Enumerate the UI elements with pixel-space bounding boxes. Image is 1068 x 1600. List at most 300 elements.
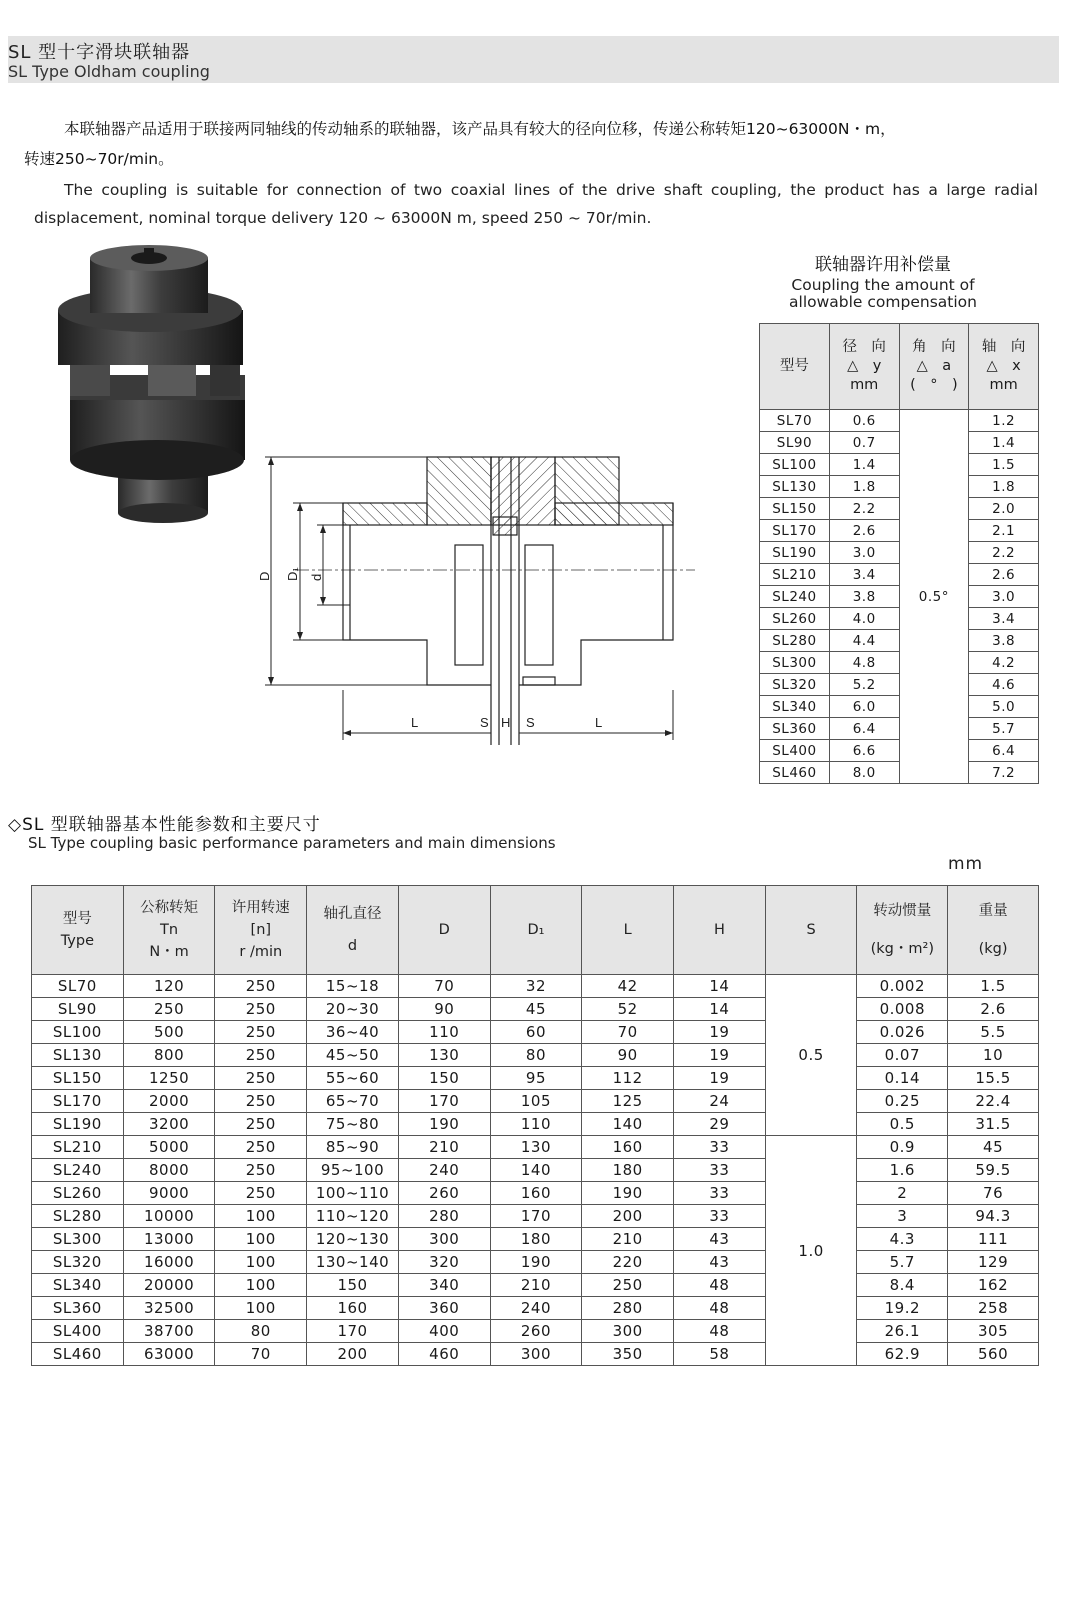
cell-speed: 250 xyxy=(215,975,307,998)
cell-l: 90 xyxy=(582,1044,674,1067)
cell-d1: 95 xyxy=(490,1067,582,1090)
dim-label-L-right: L xyxy=(595,715,603,730)
cell-model: SL320 xyxy=(760,674,830,696)
cell-weight: 76 xyxy=(948,1182,1039,1205)
cell-bore: 15~18 xyxy=(307,975,399,998)
table-row xyxy=(760,498,1039,520)
cell-d1: 130 xyxy=(490,1136,582,1159)
table-row xyxy=(32,1067,1039,1090)
cell-inertia: 26.1 xyxy=(857,1320,948,1343)
cell-d1: 160 xyxy=(490,1182,582,1205)
cell-speed: 250 xyxy=(215,998,307,1021)
parameters-table-body xyxy=(32,975,1039,1366)
cell-inertia: 5.7 xyxy=(857,1251,948,1274)
cell-inertia: 0.25 xyxy=(857,1090,948,1113)
table-row xyxy=(32,1251,1039,1274)
cell-model: SL100 xyxy=(32,1021,124,1044)
cell-d: 150 xyxy=(398,1067,490,1090)
cell-l: 200 xyxy=(582,1205,674,1228)
table-row xyxy=(760,630,1039,652)
cell-angular: 0.5° xyxy=(899,410,969,784)
cell-h: 33 xyxy=(674,1182,766,1205)
cell-bore: 120~130 xyxy=(307,1228,399,1251)
section-title-en: SL Type coupling basic performance parameters and main dimensions xyxy=(28,834,556,852)
cell-h: 24 xyxy=(674,1090,766,1113)
cell-bore: 170 xyxy=(307,1320,399,1343)
cross-section-drawing xyxy=(255,445,715,745)
cell-l: 220 xyxy=(582,1251,674,1274)
cell-bore: 36~40 xyxy=(307,1021,399,1044)
dim-label-L-left: L xyxy=(411,715,419,730)
table-row xyxy=(32,1320,1039,1343)
table-row xyxy=(760,674,1039,696)
page-subtitle: SL Type Oldham coupling xyxy=(8,62,210,81)
table-row xyxy=(760,542,1039,564)
cell-d1: 180 xyxy=(490,1228,582,1251)
cell-d1: 105 xyxy=(490,1090,582,1113)
compensation-table-body xyxy=(760,410,1039,784)
table-row xyxy=(32,975,1039,998)
cell-d1: 170 xyxy=(490,1205,582,1228)
col-header-inertia: 转动惯量 (kg・m²) xyxy=(857,886,948,975)
cell-inertia: 3 xyxy=(857,1205,948,1228)
cell-axial: 4.6 xyxy=(969,674,1039,696)
cell-model: SL170 xyxy=(760,520,830,542)
table-row xyxy=(32,1044,1039,1067)
cell-model: SL260 xyxy=(32,1182,124,1205)
cell-axial: 6.4 xyxy=(969,740,1039,762)
cell-bore: 75~80 xyxy=(307,1113,399,1136)
cell-radial: 4.8 xyxy=(829,652,899,674)
table-row xyxy=(760,454,1039,476)
cell-d: 170 xyxy=(398,1090,490,1113)
cell-torque: 2000 xyxy=(123,1090,215,1113)
cell-inertia: 8.4 xyxy=(857,1274,948,1297)
cell-axial: 1.5 xyxy=(969,454,1039,476)
cell-bore: 130~140 xyxy=(307,1251,399,1274)
cell-model: SL90 xyxy=(32,998,124,1021)
cell-torque: 9000 xyxy=(123,1182,215,1205)
cell-model: SL300 xyxy=(760,652,830,674)
cell-l: 140 xyxy=(582,1113,674,1136)
cell-inertia: 62.9 xyxy=(857,1343,948,1366)
cell-axial: 2.1 xyxy=(969,520,1039,542)
cell-bore: 20~30 xyxy=(307,998,399,1021)
table-row xyxy=(32,1343,1039,1366)
cell-axial: 4.2 xyxy=(969,652,1039,674)
cell-torque: 250 xyxy=(123,998,215,1021)
table-row xyxy=(760,432,1039,454)
cell-inertia: 0.9 xyxy=(857,1136,948,1159)
cell-model: SL210 xyxy=(760,564,830,586)
cell-d1: 300 xyxy=(490,1343,582,1366)
cell-bore: 65~70 xyxy=(307,1090,399,1113)
cell-speed: 100 xyxy=(215,1297,307,1320)
cell-d: 260 xyxy=(398,1182,490,1205)
cell-l: 190 xyxy=(582,1182,674,1205)
cell-speed: 100 xyxy=(215,1205,307,1228)
cell-model: SL210 xyxy=(32,1136,124,1159)
cell-axial: 1.2 xyxy=(969,410,1039,432)
parameters-table xyxy=(31,885,1039,1366)
cell-model: SL460 xyxy=(760,762,830,784)
cell-h: 58 xyxy=(674,1343,766,1366)
cell-axial: 2.6 xyxy=(969,564,1039,586)
cell-model: SL400 xyxy=(760,740,830,762)
cell-l: 42 xyxy=(582,975,674,998)
table-row xyxy=(760,564,1039,586)
cell-inertia: 19.2 xyxy=(857,1297,948,1320)
unit-label: mm xyxy=(948,854,984,874)
cell-bore: 150 xyxy=(307,1274,399,1297)
cell-torque: 38700 xyxy=(123,1320,215,1343)
cell-axial: 3.4 xyxy=(969,608,1039,630)
cell-d: 460 xyxy=(398,1343,490,1366)
page-title: SL 型十字滑块联轴器 xyxy=(8,42,191,63)
col-header-weight: 重量 (kg) xyxy=(948,886,1039,975)
cell-torque: 800 xyxy=(123,1044,215,1067)
cell-model: SL320 xyxy=(32,1251,124,1274)
cell-d: 340 xyxy=(398,1274,490,1297)
cell-speed: 250 xyxy=(215,1021,307,1044)
dim-label-S-right: S xyxy=(526,715,535,730)
cell-radial: 3.8 xyxy=(829,586,899,608)
cell-h: 33 xyxy=(674,1205,766,1228)
cell-radial: 6.0 xyxy=(829,696,899,718)
cell-d: 360 xyxy=(398,1297,490,1320)
table-row xyxy=(32,1090,1039,1113)
cell-torque: 16000 xyxy=(123,1251,215,1274)
cell-radial: 1.4 xyxy=(829,454,899,476)
cell-axial: 3.0 xyxy=(969,586,1039,608)
cell-inertia: 0.008 xyxy=(857,998,948,1021)
cell-speed: 100 xyxy=(215,1251,307,1274)
table-row xyxy=(32,1274,1039,1297)
cell-d1: 80 xyxy=(490,1044,582,1067)
cell-model: SL300 xyxy=(32,1228,124,1251)
cell-axial: 5.0 xyxy=(969,696,1039,718)
cell-d1: 210 xyxy=(490,1274,582,1297)
col-header-axial: 轴 向 △ x mm xyxy=(969,324,1039,410)
cell-d: 300 xyxy=(398,1228,490,1251)
cell-bore: 55~60 xyxy=(307,1067,399,1090)
cell-l: 300 xyxy=(582,1320,674,1343)
cell-torque: 10000 xyxy=(123,1205,215,1228)
cell-weight: 31.5 xyxy=(948,1113,1039,1136)
intro-cn xyxy=(24,114,1054,174)
table-row xyxy=(760,696,1039,718)
table-row xyxy=(32,1136,1039,1159)
cell-h: 19 xyxy=(674,1021,766,1044)
cell-torque: 63000 xyxy=(123,1343,215,1366)
cell-h: 48 xyxy=(674,1320,766,1343)
cell-radial: 5.2 xyxy=(829,674,899,696)
cell-weight: 22.4 xyxy=(948,1090,1039,1113)
cell-inertia: 0.026 xyxy=(857,1021,948,1044)
cell-torque: 3200 xyxy=(123,1113,215,1136)
cell-d1: 32 xyxy=(490,975,582,998)
cell-weight: 94.3 xyxy=(948,1205,1039,1228)
cell-l: 112 xyxy=(582,1067,674,1090)
cell-l: 180 xyxy=(582,1159,674,1182)
cell-axial: 1.8 xyxy=(969,476,1039,498)
cell-bore: 85~90 xyxy=(307,1136,399,1159)
cell-torque: 120 xyxy=(123,975,215,998)
col-header-D1: D₁ xyxy=(490,886,582,975)
cell-weight: 15.5 xyxy=(948,1067,1039,1090)
cell-model: SL90 xyxy=(760,432,830,454)
cell-h: 14 xyxy=(674,998,766,1021)
col-header-torque: 公称转矩 Tn N・m xyxy=(123,886,215,975)
cell-d: 70 xyxy=(398,975,490,998)
cell-h: 43 xyxy=(674,1228,766,1251)
col-header-bore: 轴孔直径 d xyxy=(307,886,399,975)
cell-l: 280 xyxy=(582,1297,674,1320)
cell-s: 1.0 xyxy=(765,1136,857,1366)
cell-model: SL360 xyxy=(760,718,830,740)
compensation-title-en xyxy=(750,277,1016,311)
cell-speed: 80 xyxy=(215,1320,307,1343)
cell-model: SL340 xyxy=(32,1274,124,1297)
cell-model: SL130 xyxy=(32,1044,124,1067)
col-header-S: S xyxy=(765,886,857,975)
cell-d: 110 xyxy=(398,1021,490,1044)
table-row xyxy=(760,520,1039,542)
cell-model: SL70 xyxy=(760,410,830,432)
cell-h: 14 xyxy=(674,975,766,998)
cell-speed: 250 xyxy=(215,1044,307,1067)
cell-model: SL170 xyxy=(32,1090,124,1113)
cell-l: 125 xyxy=(582,1090,674,1113)
cell-speed: 250 xyxy=(215,1090,307,1113)
cell-inertia: 0.07 xyxy=(857,1044,948,1067)
cell-torque: 500 xyxy=(123,1021,215,1044)
col-header-speed: 许用转速 [n] r /min xyxy=(215,886,307,975)
cell-axial: 7.2 xyxy=(969,762,1039,784)
table-row xyxy=(32,1182,1039,1205)
cell-weight: 111 xyxy=(948,1228,1039,1251)
cell-h: 19 xyxy=(674,1044,766,1067)
cell-model: SL190 xyxy=(32,1113,124,1136)
compensation-table xyxy=(759,323,1039,784)
cell-torque: 32500 xyxy=(123,1297,215,1320)
cell-inertia: 0.5 xyxy=(857,1113,948,1136)
cell-h: 33 xyxy=(674,1136,766,1159)
cell-radial: 1.8 xyxy=(829,476,899,498)
cell-d: 320 xyxy=(398,1251,490,1274)
cell-h: 48 xyxy=(674,1297,766,1320)
cell-model: SL280 xyxy=(760,630,830,652)
cell-h: 29 xyxy=(674,1113,766,1136)
table-row xyxy=(32,1228,1039,1251)
cell-speed: 250 xyxy=(215,1159,307,1182)
cell-s: 0.5 xyxy=(765,975,857,1136)
cell-radial: 2.2 xyxy=(829,498,899,520)
cell-model: SL130 xyxy=(760,476,830,498)
cell-radial: 8.0 xyxy=(829,762,899,784)
cell-d1: 60 xyxy=(490,1021,582,1044)
cell-radial: 0.6 xyxy=(829,410,899,432)
cell-inertia: 2 xyxy=(857,1182,948,1205)
cell-l: 160 xyxy=(582,1136,674,1159)
table-row xyxy=(760,762,1039,784)
table-row xyxy=(760,476,1039,498)
cell-weight: 5.5 xyxy=(948,1021,1039,1044)
cell-weight: 560 xyxy=(948,1343,1039,1366)
cell-d: 240 xyxy=(398,1159,490,1182)
table-row xyxy=(32,1159,1039,1182)
cell-inertia: 4.3 xyxy=(857,1228,948,1251)
intro-cn-line1: 本联轴器产品适用于联接两同轴线的传动轴系的联轴器，该产品具有较大的径向位移，传递公称转矩120~63000N・m， xyxy=(64,120,896,138)
cell-d: 280 xyxy=(398,1205,490,1228)
cell-weight: 45 xyxy=(948,1136,1039,1159)
cell-weight: 258 xyxy=(948,1297,1039,1320)
cell-model: SL280 xyxy=(32,1205,124,1228)
cell-speed: 250 xyxy=(215,1067,307,1090)
cell-torque: 8000 xyxy=(123,1159,215,1182)
cell-speed: 250 xyxy=(215,1182,307,1205)
cell-torque: 1250 xyxy=(123,1067,215,1090)
cell-l: 250 xyxy=(582,1274,674,1297)
dim-label-D1: D₁ xyxy=(285,567,300,581)
cell-l: 70 xyxy=(582,1021,674,1044)
cell-speed: 100 xyxy=(215,1274,307,1297)
cell-l: 210 xyxy=(582,1228,674,1251)
compensation-title-cn: 联轴器许用补偿量 xyxy=(815,255,951,275)
cell-l: 350 xyxy=(582,1343,674,1366)
cell-weight: 2.6 xyxy=(948,998,1039,1021)
table-row xyxy=(32,1297,1039,1320)
col-header-radial: 径 向 △ y mm xyxy=(829,324,899,410)
cell-d: 210 xyxy=(398,1136,490,1159)
cell-d1: 110 xyxy=(490,1113,582,1136)
cell-radial: 3.0 xyxy=(829,542,899,564)
cell-bore: 100~110 xyxy=(307,1182,399,1205)
cell-h: 43 xyxy=(674,1251,766,1274)
cell-axial: 2.2 xyxy=(969,542,1039,564)
dim-label-D: D xyxy=(257,571,272,581)
cell-model: SL340 xyxy=(760,696,830,718)
cell-radial: 6.4 xyxy=(829,718,899,740)
compensation-title-en-line1: Coupling the amount of xyxy=(791,276,975,294)
cell-l: 52 xyxy=(582,998,674,1021)
cell-model: SL240 xyxy=(760,586,830,608)
cell-inertia: 0.002 xyxy=(857,975,948,998)
cell-weight: 162 xyxy=(948,1274,1039,1297)
cell-speed: 250 xyxy=(215,1136,307,1159)
cell-model: SL100 xyxy=(760,454,830,476)
cell-radial: 0.7 xyxy=(829,432,899,454)
cell-weight: 129 xyxy=(948,1251,1039,1274)
col-header-model: 型号 xyxy=(760,324,830,410)
table-row xyxy=(760,740,1039,762)
cell-speed: 70 xyxy=(215,1343,307,1366)
cell-bore: 160 xyxy=(307,1297,399,1320)
cell-model: SL360 xyxy=(32,1297,124,1320)
table-row xyxy=(760,718,1039,740)
cell-weight: 1.5 xyxy=(948,975,1039,998)
col-header-H: H xyxy=(674,886,766,975)
cell-model: SL240 xyxy=(32,1159,124,1182)
cell-axial: 3.8 xyxy=(969,630,1039,652)
intro-en xyxy=(34,176,1038,232)
cell-weight: 305 xyxy=(948,1320,1039,1343)
cell-h: 48 xyxy=(674,1274,766,1297)
cell-radial: 4.4 xyxy=(829,630,899,652)
dim-label-H: H xyxy=(501,715,511,730)
cell-radial: 4.0 xyxy=(829,608,899,630)
cell-bore: 110~120 xyxy=(307,1205,399,1228)
cell-torque: 5000 xyxy=(123,1136,215,1159)
cell-d: 90 xyxy=(398,998,490,1021)
cell-model: SL150 xyxy=(32,1067,124,1090)
cell-inertia: 1.6 xyxy=(857,1159,948,1182)
table-row xyxy=(760,652,1039,674)
cell-d1: 190 xyxy=(490,1251,582,1274)
cell-model: SL70 xyxy=(32,975,124,998)
cell-d: 400 xyxy=(398,1320,490,1343)
section-title-cn: ◇SL 型联轴器基本性能参数和主要尺寸 xyxy=(8,815,321,835)
cell-d1: 45 xyxy=(490,998,582,1021)
col-header-angular: 角 向 △ a ( ° ) xyxy=(899,324,969,410)
cell-d1: 140 xyxy=(490,1159,582,1182)
cell-bore: 200 xyxy=(307,1343,399,1366)
cell-radial: 2.6 xyxy=(829,520,899,542)
cell-d: 130 xyxy=(398,1044,490,1067)
cell-weight: 10 xyxy=(948,1044,1039,1067)
cell-model: SL190 xyxy=(760,542,830,564)
cell-d1: 240 xyxy=(490,1297,582,1320)
table-row xyxy=(760,410,1039,432)
cell-bore: 95~100 xyxy=(307,1159,399,1182)
cell-axial: 2.0 xyxy=(969,498,1039,520)
cell-model: SL150 xyxy=(760,498,830,520)
col-header-L: L xyxy=(582,886,674,975)
cell-inertia: 0.14 xyxy=(857,1067,948,1090)
cell-speed: 100 xyxy=(215,1228,307,1251)
table-row xyxy=(32,1113,1039,1136)
cell-h: 33 xyxy=(674,1159,766,1182)
cell-axial: 5.7 xyxy=(969,718,1039,740)
cell-torque: 20000 xyxy=(123,1274,215,1297)
cell-axial: 1.4 xyxy=(969,432,1039,454)
dim-label-d: d xyxy=(309,573,324,581)
col-header-type: 型号 Type xyxy=(32,886,124,975)
cell-model: SL260 xyxy=(760,608,830,630)
cell-model: SL400 xyxy=(32,1320,124,1343)
cell-h: 19 xyxy=(674,1067,766,1090)
cell-bore: 45~50 xyxy=(307,1044,399,1067)
compensation-title-en-line2: allowable compensation xyxy=(789,293,977,311)
dim-label-S-left: S xyxy=(480,715,489,730)
cell-d1: 260 xyxy=(490,1320,582,1343)
cell-weight: 59.5 xyxy=(948,1159,1039,1182)
table-row xyxy=(32,1205,1039,1228)
cell-radial: 3.4 xyxy=(829,564,899,586)
coupling-photo xyxy=(50,240,250,530)
table-row xyxy=(32,1021,1039,1044)
cell-model: SL460 xyxy=(32,1343,124,1366)
table-row xyxy=(32,998,1039,1021)
cell-d: 190 xyxy=(398,1113,490,1136)
cell-torque: 13000 xyxy=(123,1228,215,1251)
cell-speed: 250 xyxy=(215,1113,307,1136)
intro-en-text: The coupling is suitable for connection of two coaxial lines of the drive shaft coupling, the product has a large radial displacement, nominal torque delivery 120 ~ 63000N m, speed 250 ~ 70r/min. xyxy=(34,181,1038,227)
table-row xyxy=(760,586,1039,608)
cell-radial: 6.6 xyxy=(829,740,899,762)
col-header-D: D xyxy=(398,886,490,975)
table-row xyxy=(760,608,1039,630)
